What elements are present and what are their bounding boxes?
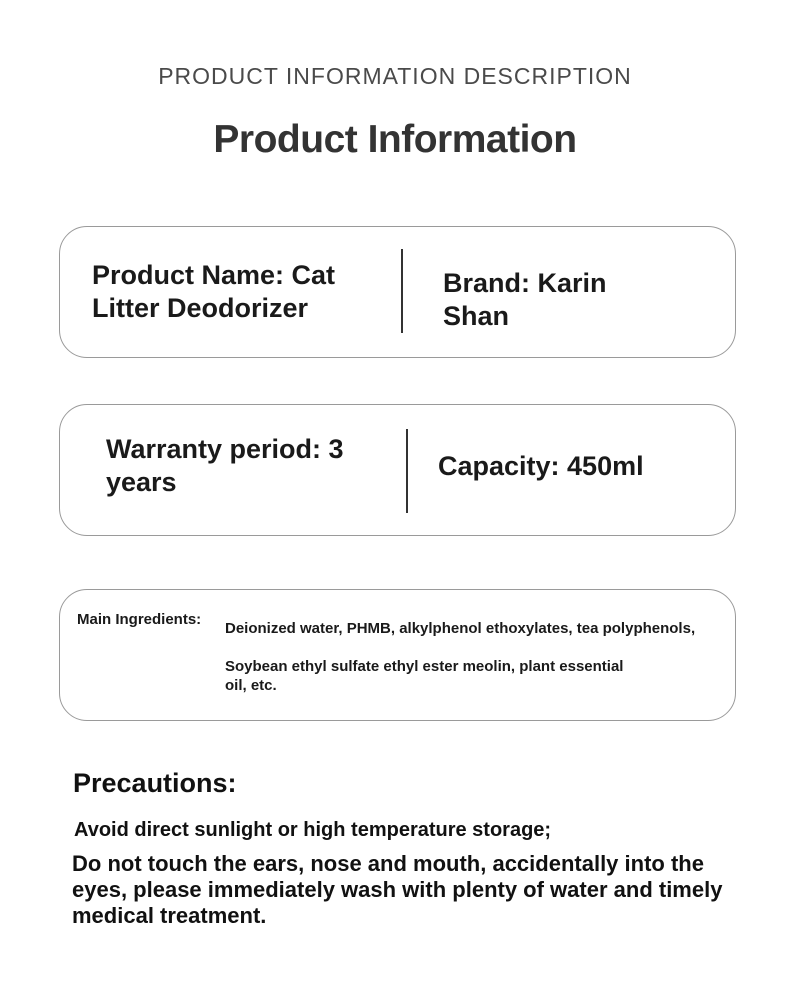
precaution-line-2: Do not touch the ears, nose and mouth, accidentally into the eyes, please immediately wash with plenty of water and timely medical treatment. bbox=[72, 851, 723, 928]
precaution-line-1: Avoid direct sunlight or high temperature storage; bbox=[74, 819, 552, 841]
ingredients-label: Main Ingredients: bbox=[77, 611, 202, 628]
brand: Brand: Karin Shan bbox=[443, 268, 607, 331]
section-subtitle: PRODUCT INFORMATION DESCRIPTION bbox=[158, 63, 632, 89]
info-card-warranty-capacity bbox=[59, 404, 736, 536]
ingredients-line-2: Soybean ethyl sulfate ethyl ester meolin, plant essential oil, etc. bbox=[225, 658, 624, 694]
card-divider bbox=[406, 429, 408, 513]
page-title: Product Information bbox=[213, 118, 577, 161]
card-divider bbox=[401, 249, 403, 333]
precautions-title: Precautions: bbox=[73, 768, 237, 798]
capacity: Capacity: 450ml bbox=[438, 451, 644, 481]
info-card-ingredients bbox=[59, 589, 736, 721]
ingredients-line-1: Deionized water, PHMB, alkylphenol ethoxylates, tea polyphenols, bbox=[225, 620, 696, 637]
warranty-period: Warranty period: 3 years bbox=[106, 434, 344, 497]
info-card-name-brand bbox=[59, 226, 736, 358]
product-name: Product Name: Cat Litter Deodorizer bbox=[92, 260, 336, 323]
